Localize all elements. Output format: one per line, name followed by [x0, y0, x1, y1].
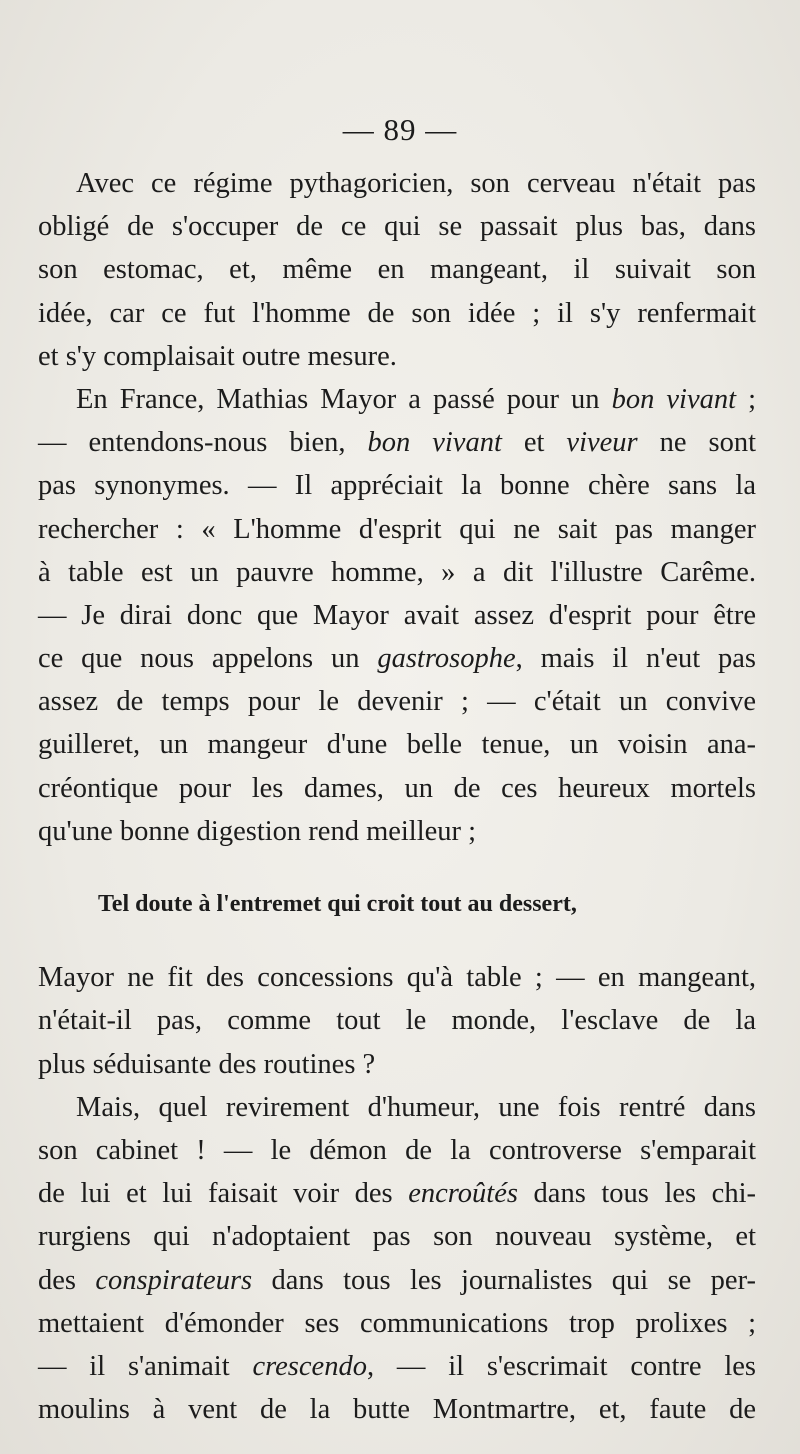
text-line: n'était-il pas, comme tout le monde, l'esclave de la	[38, 1005, 756, 1037]
paragraph-3	[38, 956, 756, 1086]
text-line: moulins à vent de la butte Montmartre, et, faute de	[38, 1394, 756, 1426]
text-line: Mais, quel revirement d'humeur, une fois rentré dans	[76, 1091, 756, 1123]
text-line: des conspirateurs dans tous les journalistes qui se per-	[38, 1264, 756, 1296]
text-line: En France, Mathias Mayor a passé pour un bon vivant ;	[76, 383, 757, 415]
paragraph-4	[38, 1086, 756, 1432]
text-line: créontique pour les dames, un de ces heureux mortels	[38, 772, 756, 804]
text-line: idée, car ce fut l'homme de son idée ; il s'y renfermait	[38, 297, 756, 329]
verse-quotation	[38, 853, 756, 956]
text-line: de lui et lui faisait voir des encroûtés dans tous les chi-	[38, 1178, 756, 1210]
paragraph-2	[38, 378, 756, 853]
text-line: rechercher : « L'homme d'esprit qui ne sait pas manger	[38, 513, 756, 545]
text-line: plus séduisante des routines ?	[38, 1048, 376, 1080]
paragraph-1	[38, 162, 756, 378]
text-line: Mayor ne fit des concessions qu'à table ; — en mangeant,	[38, 962, 756, 994]
text-line: son estomac, et, même en mangeant, il suivait son	[38, 254, 756, 286]
text-line: — entendons-nous bien, bon vivant et viveur ne sont	[38, 427, 756, 459]
text-line: guilleret, un mangeur d'une belle tenue, un voisin ana-	[38, 729, 756, 761]
text-line: ce que nous appelons un gastrosophe, mais il n'eut pas	[38, 643, 756, 675]
text-line: pas synonymes. — Il appréciait la bonne chère sans la	[38, 470, 756, 502]
text-line: obligé de s'occuper de ce qui se passait plus bas, dans	[38, 211, 756, 243]
text-line: mettaient d'émonder ses communications trop prolixes ;	[38, 1307, 756, 1339]
text-line: à table est un pauvre homme, » a dit l'illustre Carême.	[38, 556, 756, 588]
text-line: et s'y complaisait outre mesure.	[38, 340, 397, 372]
page-number: — 89 —	[342, 112, 458, 147]
text-line: rurgiens qui n'adoptaient pas son nouveau système, et	[38, 1221, 756, 1253]
text-line: assez de temps pour le devenir ; — c'était un convive	[38, 686, 756, 718]
text-line: — Je dirai donc que Mayor avait assez d'esprit pour être	[38, 599, 756, 631]
body-text	[38, 162, 756, 1431]
verse-line: Tel doute à l'entremet qui croit tout au dessert,	[98, 891, 577, 917]
text-line: Avec ce régime pythagoricien, son cerveau n'était pas	[76, 168, 756, 199]
text-line: qu'une bonne digestion rend meilleur ;	[38, 815, 477, 847]
text-line: son cabinet ! — le démon de la controverse s'emparait	[38, 1134, 756, 1166]
text-line: — il s'animait crescendo, — il s'escrimait contre les	[38, 1350, 756, 1382]
